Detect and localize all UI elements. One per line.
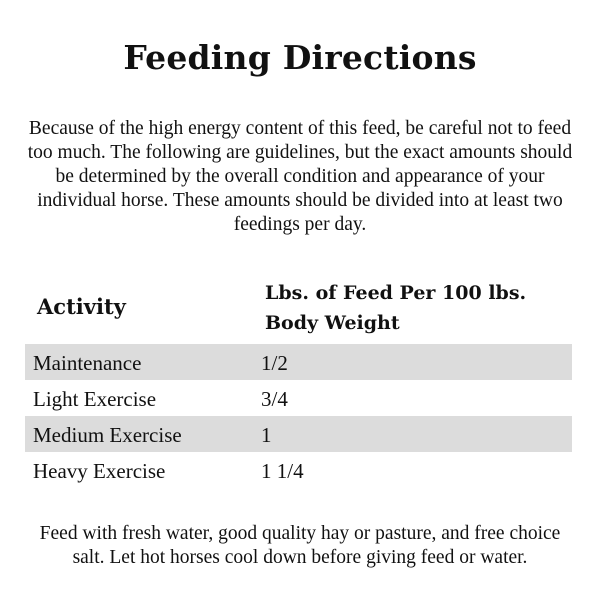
row-amount: 3/4	[261, 387, 288, 411]
table-row	[25, 344, 572, 380]
feeding-table	[25, 272, 572, 488]
row-amount: 1 1/4	[261, 459, 304, 483]
row-amount: 1/2	[261, 351, 288, 375]
footer-note: Feed with fresh water, good quality hay or pasture, and free choice salt. Let hot horses cool down before giving feed or water.	[39, 523, 561, 568]
column-header-activity: Activity	[37, 294, 126, 319]
page-title: Feeding Directions	[123, 38, 477, 77]
table-row	[25, 452, 572, 488]
row-activity: Medium Exercise	[33, 423, 182, 447]
row-amount: 1	[261, 423, 272, 447]
row-activity: Heavy Exercise	[33, 459, 166, 483]
row-activity: Light Exercise	[33, 387, 157, 411]
column-header-amount: Lbs. of Feed Per 100 lbs. Body Weight	[265, 282, 527, 334]
table-header	[25, 272, 572, 344]
intro-paragraph: Because of the high energy content of this feed, be careful not to feed too much. The following are guidelines, but the exact amounts should be determined by the overall condition and appearance of your individual horse. These amounts should be divided into at least two feedings per day.	[27, 118, 573, 235]
table-row	[25, 416, 572, 452]
table-row	[25, 380, 572, 416]
row-activity: Maintenance	[33, 351, 142, 375]
